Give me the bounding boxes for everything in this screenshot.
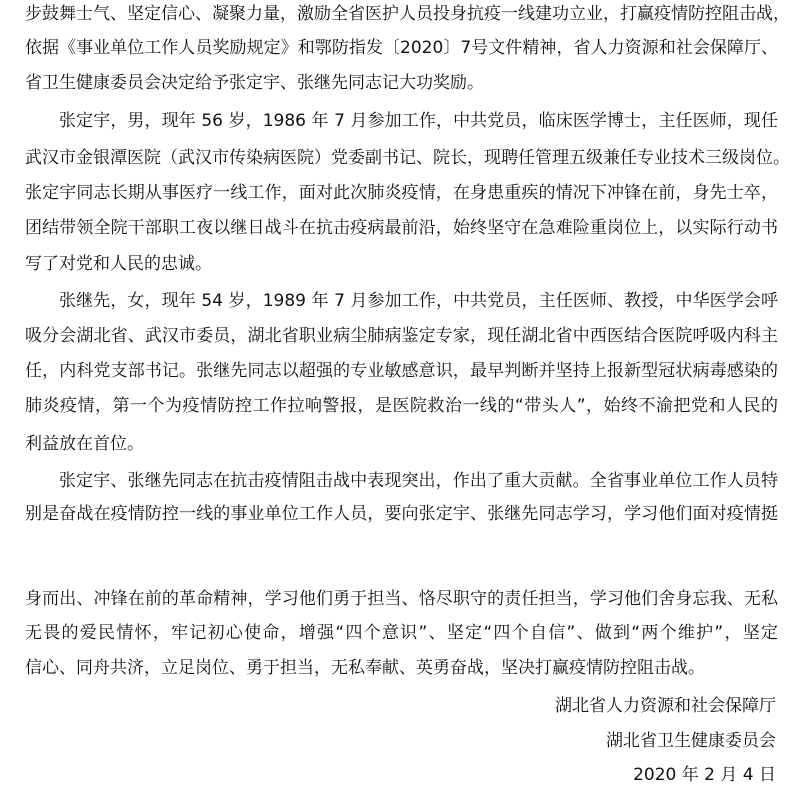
text-line: 无畏的爱民情怀，牢记初心使命，增强“四个意识”、坚定“四个自信”、做到“两个维护”，坚定	[25, 623, 778, 643]
text-line: 别是奋战在疫情防控一线的事业单位工作人员，要向张定宇、张继先同志学习，学习他们面对疫情挺	[25, 504, 778, 524]
text-line: 身而出、冲锋在前的革命精神，学习他们勇于担当、恪尽职守的责任担当，学习他们舍身忘我、无私	[25, 589, 778, 609]
signature-org-health: 湖北省卫生健康委员会	[606, 731, 776, 751]
text-line: 省卫生健康委员会决定给予张定宇、张继先同志记大功奖励。	[25, 73, 484, 93]
text-line: 武汉市金银潭医院（武汉市传染病医院）党委副书记、院长，现聘任管理五级兼任专业技术三级岗位。	[25, 148, 790, 168]
text-line: 吸分会湖北省、武汉市委员，湖北省职业病尘肺病鉴定专家，现任湖北省中西医结合医院呼吸内科主	[25, 326, 778, 346]
text-line: 团结带领全院干部职工夜以继日战斗在抗击疫病最前沿，始终坚守在急难险重岗位上，以实际行动书	[25, 218, 778, 238]
text-line: 张定宇、张继先同志在抗击疫情阻击战中表现突出，作出了重大贡献。全省事业单位工作人员特	[59, 471, 778, 491]
text-line: 张定宇，男，现年 56 岁，1986 年 7 月参加工作，中共党员，临床医学博士，主任医师，现任	[59, 111, 778, 131]
text-line: 步鼓舞士气、坚定信心、凝聚力量，激励全省医护人员投身抗疫一线建功立业，打赢疫情防控阻击战，	[25, 4, 790, 24]
text-line: 肺炎疫情，第一个为疫情防控工作拉响警报，是医院救治一线的“带头人”，始终不渝把党和人民的	[25, 396, 778, 416]
text-line: 任，内科党支部书记。张继先同志以超强的专业敏感意识，最早判断并坚持上报新型冠状病毒感染的	[25, 361, 778, 381]
signature-org-hr: 湖北省人力资源和社会保障厅	[555, 696, 776, 716]
text-line: 张继先，女，现年 54 岁，1989 年 7 月参加工作，中共党员，主任医师、教授，中华医学会呼	[59, 291, 778, 311]
text-line: 依据《事业单位工作人员奖励规定》和鄂防指发〔2020〕7号文件精神，省人力资源和社会保障厅、	[25, 38, 778, 58]
text-line: 利益放在首位。	[25, 434, 144, 454]
text-line: 张定宇同志长期从事医疗一线工作，面对此次肺炎疫情，在身患重疾的情况下冲锋在前，身先士卒，	[25, 183, 778, 203]
text-line: 信心、同舟共济，立足岗位、勇于担当，无私奉献、英勇奋战，坚决打赢疫情防控阻击战。	[25, 658, 705, 678]
signature-date: 2020 年 2 月 4 日	[633, 765, 776, 785]
text-line: 写了对党和人民的忠诚。	[25, 254, 212, 274]
